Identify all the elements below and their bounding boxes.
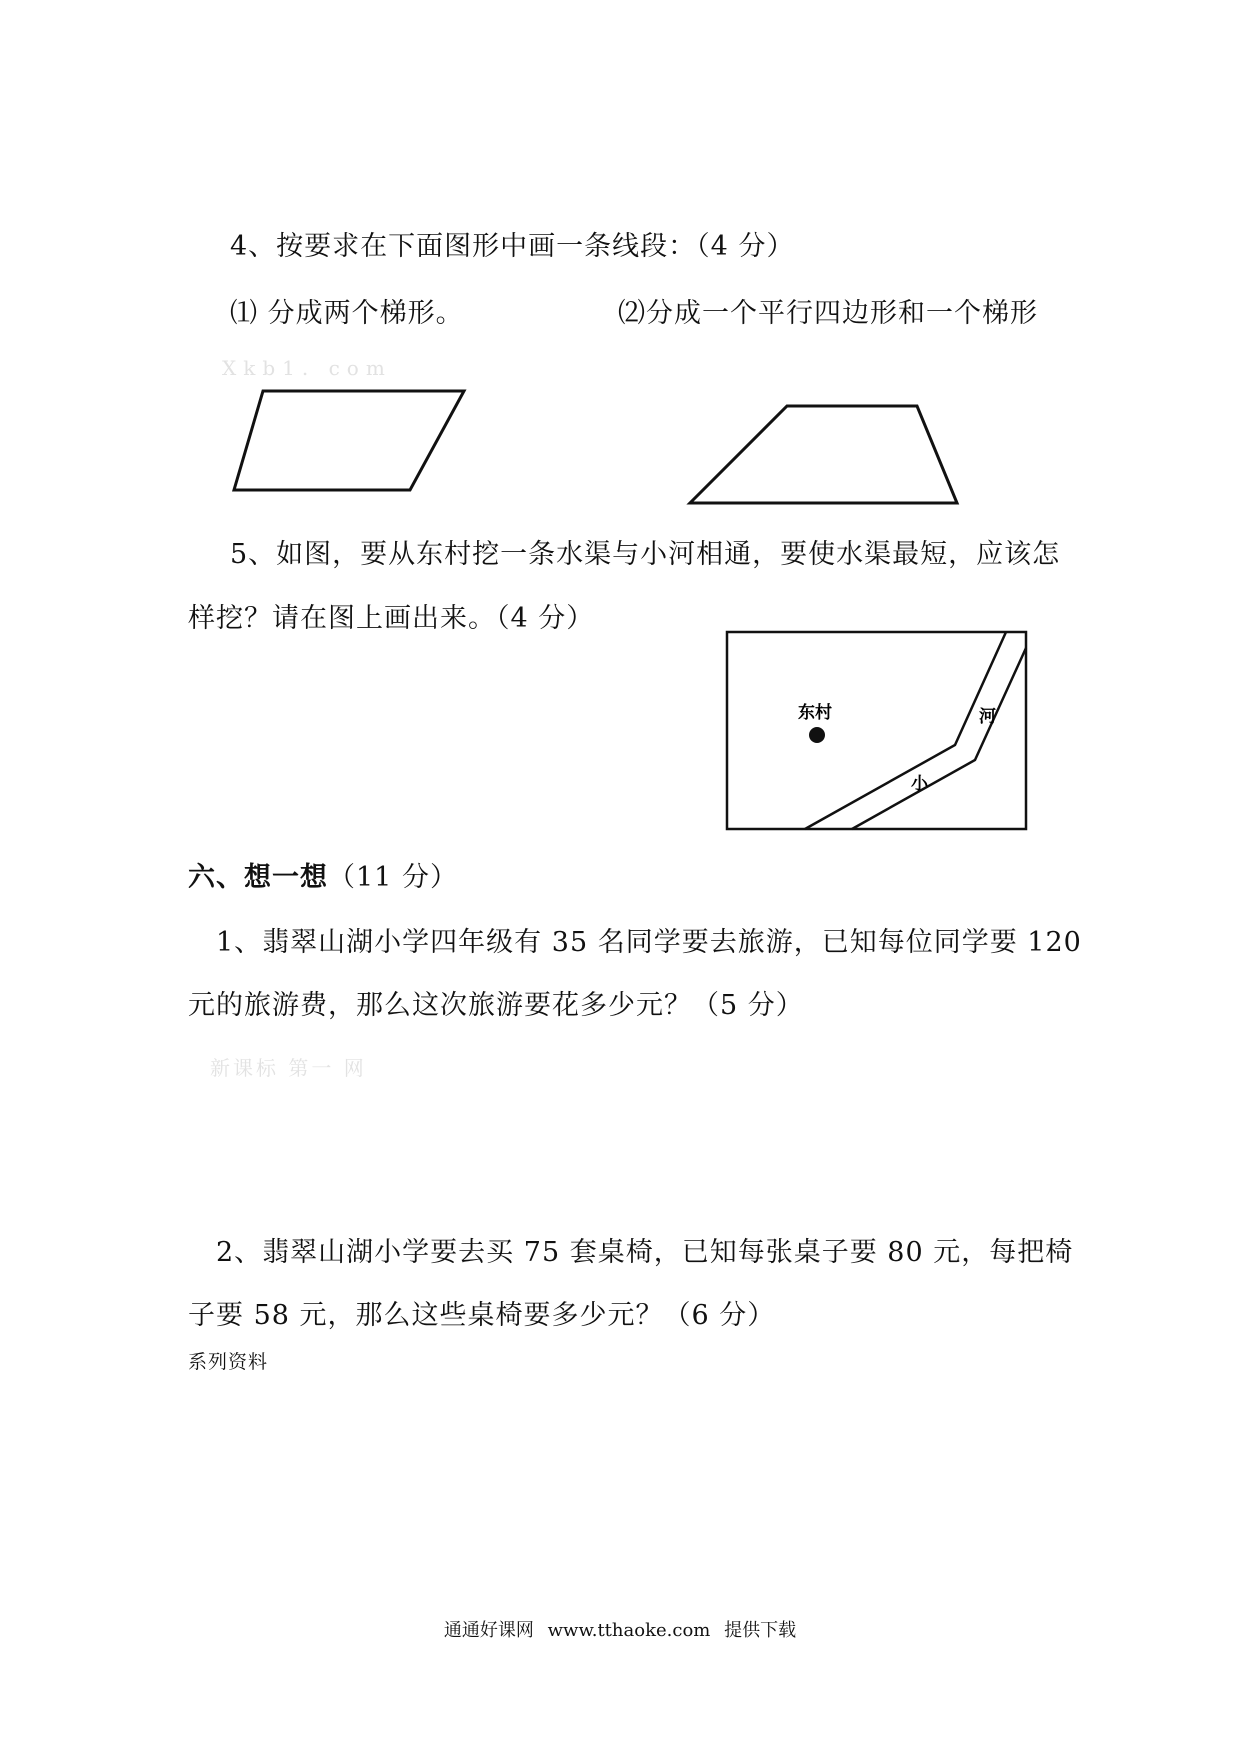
q4-subquestion-2: ⑵分成一个平行四边形和一个梯形 <box>618 298 1038 329</box>
river-label-he: 河 <box>979 707 996 727</box>
series-note: 系列资料 <box>188 1351 269 1373</box>
river-bank-right <box>852 648 1026 829</box>
watermark-top: Xkb1. com <box>222 356 392 380</box>
section-6-score: （11 分） <box>328 862 458 893</box>
watermark-middle: 新课标 第一 网 <box>210 1056 367 1080</box>
footer-site-name: 通通好课网 <box>443 1620 534 1641</box>
problem-2-line-2: 子要 58 元，那么这些桌椅要多少元？（6 分） <box>188 1300 776 1331</box>
problem-1-line-2: 元的旅游费，那么这次旅游要花多少元？（5 分） <box>188 990 804 1021</box>
section-6-heading <box>188 860 458 896</box>
q4-subquestion-1: ⑴ 分成两个梯形。 <box>230 298 464 329</box>
parallelogram-figure <box>234 391 464 490</box>
trapezoid-figure <box>690 406 957 503</box>
map-frame <box>727 632 1026 829</box>
village-dot <box>809 727 825 743</box>
section-6-title: 六、想一想 <box>188 862 328 893</box>
page-footer <box>0 1619 1240 1643</box>
q4-title: 4、按要求在下面图形中画一条线段：（4 分） <box>230 231 795 262</box>
footer-url[interactable]: www.tthaoke.com <box>547 1620 711 1641</box>
q5-line-2: 样挖？请在图上画出来。（4 分） <box>188 603 595 634</box>
q5-line-1: 5、如图，要从东村挖一条水渠与小河相通，要使水渠最短，应该怎 <box>230 539 1061 570</box>
river-label-xiao: 小 <box>911 774 928 794</box>
problem-2-line-1: 2、翡翠山湖小学要去买 75 套桌椅，已知每张桌子要 80 元，每把椅 <box>216 1237 1074 1268</box>
village-label: 东村 <box>798 703 832 723</box>
problem-1-line-1: 1、翡翠山湖小学四年级有 35 名同学要去旅游，已知每位同学要 120 <box>216 927 1082 958</box>
footer-suffix: 提供下载 <box>724 1620 797 1641</box>
